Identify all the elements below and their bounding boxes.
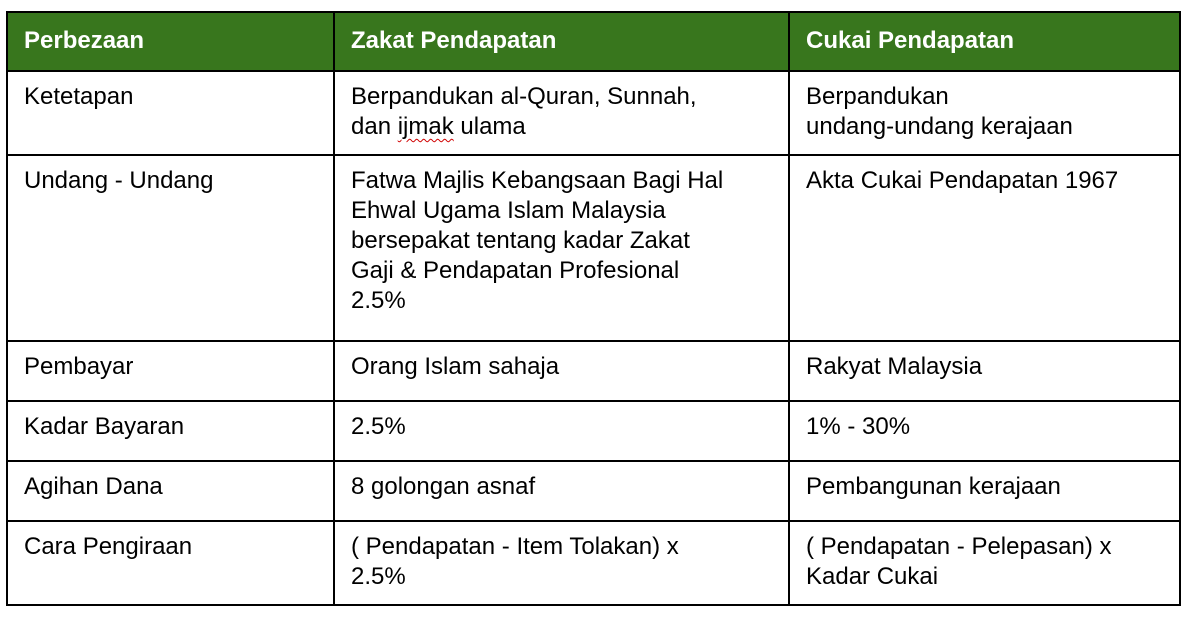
- zakat-cell: 8 golongan asnaf: [334, 461, 789, 521]
- table-row: [7, 71, 1180, 155]
- zakat-cell: Orang Islam sahaja: [334, 341, 789, 401]
- cell-line: Gaji & Pendapatan Profesional: [351, 257, 680, 284]
- header-row: [7, 12, 1180, 71]
- cell-line: undang-undang kerajaan: [806, 113, 1073, 140]
- header-zakat-pendapatan: Zakat Pendapatan: [334, 12, 789, 71]
- cell-line: ( Pendapatan - Pelepasan) x: [806, 533, 1112, 560]
- row-label: Pembayar: [7, 341, 334, 401]
- header-cukai-pendapatan: Cukai Pendapatan: [789, 12, 1180, 71]
- cell-line: [351, 112, 774, 142]
- cukai-cell: Pembangunan kerajaan: [789, 461, 1180, 521]
- zakat-cell: [334, 71, 789, 155]
- table-row: [7, 401, 1180, 461]
- cell-line: 2.5%: [351, 287, 406, 314]
- cell-line: Kadar Cukai: [806, 563, 939, 590]
- table-row: [7, 521, 1180, 605]
- table-header: [7, 12, 1180, 71]
- cukai-cell: Rakyat Malaysia: [789, 341, 1180, 401]
- cell-line: Berpandukan: [806, 83, 949, 110]
- table-row: [7, 155, 1180, 341]
- row-label: Cara Pengiraan: [7, 521, 334, 605]
- cukai-cell: [789, 71, 1180, 155]
- zakat-cell: [334, 155, 789, 341]
- text-fragment: dan: [351, 113, 398, 140]
- cell-line: 2.5%: [351, 563, 406, 590]
- spellcheck-flagged-word[interactable]: ijmak: [397, 113, 454, 140]
- row-label: Undang - Undang: [7, 155, 334, 341]
- row-label: Ketetapan: [7, 71, 334, 155]
- table-body: [7, 71, 1180, 605]
- comparison-table: [6, 11, 1181, 606]
- cell-line: Berpandukan al-Quran, Sunnah,: [351, 83, 697, 110]
- text-fragment: ulama: [453, 113, 526, 140]
- table-row: [7, 341, 1180, 401]
- cell-line: ( Pendapatan - Item Tolakan) x: [351, 533, 679, 560]
- table-row: [7, 461, 1180, 521]
- row-label: Kadar Bayaran: [7, 401, 334, 461]
- header-perbezaan: Perbezaan: [7, 12, 334, 71]
- row-label: Agihan Dana: [7, 461, 334, 521]
- cukai-cell: 1% - 30%: [789, 401, 1180, 461]
- cell-line: Fatwa Majlis Kebangsaan Bagi Hal: [351, 167, 724, 194]
- zakat-cell: 2.5%: [334, 401, 789, 461]
- cukai-cell: Akta Cukai Pendapatan 1967: [789, 155, 1180, 341]
- cukai-cell: [789, 521, 1180, 605]
- zakat-cell: [334, 521, 789, 605]
- cell-line: Ehwal Ugama Islam Malaysia: [351, 197, 666, 224]
- cell-line: bersepakat tentang kadar Zakat: [351, 227, 690, 254]
